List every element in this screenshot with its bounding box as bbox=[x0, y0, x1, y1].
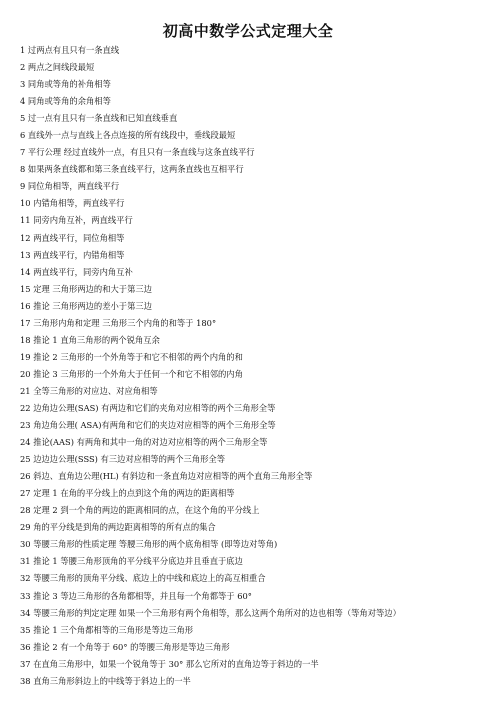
theorem-line: 15 定理 三角形两边的和大于第三边 bbox=[20, 283, 152, 294]
theorem-line: 25 边边边公理(SSS) 有三边对应相等的两个三角形全等 bbox=[20, 454, 226, 465]
theorem-line: 17 三角形内角和定理 三角形三个内角的和等于 180° bbox=[20, 317, 217, 328]
theorem-line: 3 同角或等角的补角相等 bbox=[20, 79, 111, 90]
theorem-line: 31 推论 1 等腰三角形顶角的平分线平分底边并且垂直于底边 bbox=[20, 556, 243, 567]
theorem-line: 26 斜边、直角边公理(HL) 有斜边和一条直角边对应相等的两个直角三角形全等 bbox=[20, 471, 313, 482]
theorem-line: 7 平行公理 经过直线外一点，有且只有一条直线与这条直线平行 bbox=[20, 147, 255, 158]
theorem-line: 22 边角边公理(SAS) 有两边和它们的夹角对应相等的两个三角形全等 bbox=[20, 402, 276, 413]
theorem-line: 28 定理 2 到一个角的两边的距离相同的点，在这个角的平分线上 bbox=[20, 505, 260, 516]
theorem-line: 6 直线外一点与直线上各点连接的所有线段中，垂线段最短 bbox=[20, 130, 236, 141]
theorem-line: 13 两直线平行，内错角相等 bbox=[20, 249, 125, 260]
theorem-line: 8 如果两条直线都和第三条直线平行，这两条直线也互相平行 bbox=[20, 164, 244, 175]
theorem-line: 33 推论 3 等边三角形的各角都相等，并且每一个角都等于 60° bbox=[20, 590, 252, 601]
document-title: 初高中数学公式定理大全 bbox=[162, 22, 334, 40]
theorem-line: 19 推论 2 三角形的一个外角等于和它不相邻的两个内角的和 bbox=[20, 351, 243, 362]
theorem-line: 10 内错角相等，两直线平行 bbox=[20, 198, 125, 209]
theorem-line: 12 两直线平行，同位角相等 bbox=[20, 232, 125, 243]
theorem-line: 11 同旁内角互补，两直线平行 bbox=[20, 215, 133, 226]
theorem-line: 9 同位角相等，两直线平行 bbox=[20, 181, 120, 192]
theorem-line: 24 推论(AAS) 有两角和其中一角的对边对应相等的两个三角形全等 bbox=[20, 437, 268, 448]
theorem-line: 35 推论 1 三个角都相等的三角形是等边三角形 bbox=[20, 624, 194, 635]
theorem-line: 18 推论 1 直角三角形的两个锐角互余 bbox=[20, 334, 160, 345]
theorem-line: 14 两直线平行，同旁内角互补 bbox=[20, 266, 133, 277]
theorem-line: 2 两点之间线段最短 bbox=[20, 62, 95, 73]
theorem-line: 36 推论 2 有一个角等于 60° 的等腰三角形是等边三角形 bbox=[20, 641, 230, 652]
theorem-line: 20 推论 3 三角形的一个外角大于任何一个和它不相邻的内角 bbox=[20, 368, 243, 379]
theorem-line: 29 角的平分线是到角的两边距离相等的所有点的集合 bbox=[20, 522, 216, 533]
theorem-line: 37 在直角三角形中，如果一个锐角等于 30° 那么它所对的直角边等于斜边的一半 bbox=[20, 658, 319, 669]
theorem-line: 27 定理 1 在角的平分线上的点到这个角的两边的距离相等 bbox=[20, 488, 235, 499]
theorem-line: 1 过两点有且只有一条直线 bbox=[20, 45, 120, 55]
theorem-line: 32 等腰三角形的顶角平分线、底边上的中线和底边上的高互相重合 bbox=[20, 573, 266, 584]
theorem-line: 5 过一点有且只有一条直线和已知直线垂直 bbox=[20, 113, 178, 124]
theorem-line: 4 同角或等角的余角相等 bbox=[20, 96, 111, 107]
theorem-line: 16 推论 三角形两边的差小于第三边 bbox=[20, 300, 152, 311]
theorem-line: 38 直角三角形斜边上的中线等于斜边上的一半 bbox=[20, 675, 191, 686]
theorem-line: 30 等腰三角形的性质定理 等腰三角形的两个底角相等 (即等边对等角) bbox=[20, 539, 278, 550]
theorem-list bbox=[20, 42, 490, 690]
theorem-line: 34 等腰三角形的判定定理 如果一个三角形有两个角相等，那么这两个角所对的边也相等（等角对等边） bbox=[20, 607, 401, 618]
theorem-line: 23 角边角公理( ASA)有两角和它们的夹边对应相等的两个三角形全等 bbox=[20, 420, 276, 431]
theorem-line: 21 全等三角形的对应边、对应角相等 bbox=[20, 385, 158, 396]
